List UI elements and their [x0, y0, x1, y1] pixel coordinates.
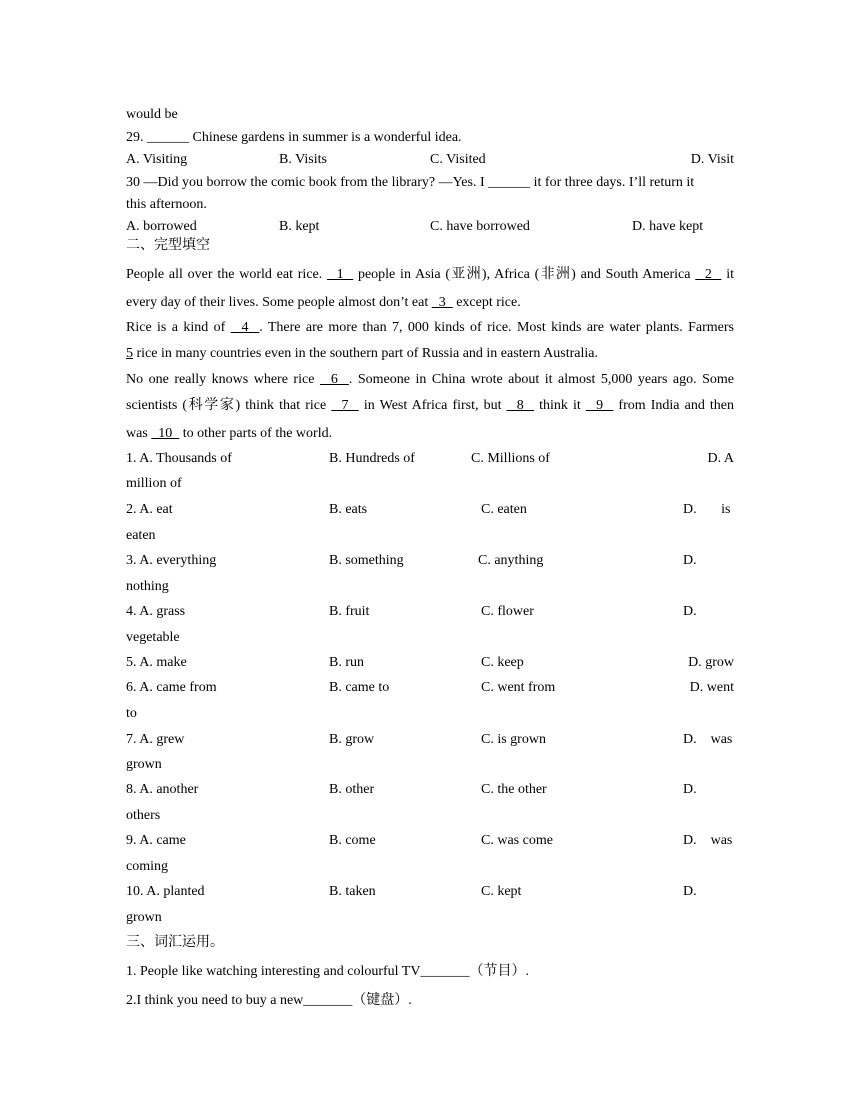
- option-a: 5. A. make: [126, 655, 187, 670]
- blank-1: 1: [327, 267, 354, 282]
- option-c: C. is grown: [481, 732, 546, 747]
- section-heading-vocabulary: 三、词汇运用。: [126, 935, 224, 950]
- option-d-wrap: vegetable: [126, 630, 180, 645]
- option-c: C. flower: [481, 604, 534, 619]
- blank-9: 9: [585, 398, 614, 413]
- option-b: B. taken: [329, 884, 376, 899]
- q30-option-a: A. borrowed: [126, 219, 197, 234]
- q29-option-a: A. Visiting: [126, 152, 188, 167]
- option-c: C. kept: [481, 884, 522, 899]
- blank-10: 10: [151, 426, 180, 441]
- option-a: 6. A. came from: [126, 680, 217, 695]
- option-b: B. grow: [329, 732, 375, 747]
- passage-line-2: every day of their lives. Some people almost don’t eat 3 except rice.: [126, 295, 521, 310]
- option-c: C. eaten: [481, 502, 527, 517]
- option-d: D. A: [707, 451, 734, 466]
- option-d: D. was: [683, 732, 733, 747]
- option-d-wrap: to: [126, 706, 137, 721]
- option-b: B. other: [329, 782, 375, 797]
- vocab-question-1: 1. People like watching interesting and colourful TV_______（节目）.: [126, 964, 529, 979]
- passage-line-3: Rice is a kind of 4 . There are more than 7, 000 kinds of rice. Most kinds are water plants. Farmers: [126, 320, 734, 335]
- option-b: B. fruit: [329, 604, 370, 619]
- option-d-wrap: eaten: [126, 528, 156, 543]
- passage-line-4: 5 rice in many countries even in the southern part of Russia and in eastern Australia.: [126, 346, 598, 361]
- option-b: B. something: [329, 553, 404, 568]
- option-d: D. grow: [688, 655, 734, 670]
- vocab-question-2: 2.I think you need to buy a new_______（键盘）.: [126, 993, 412, 1008]
- option-d-wrap: coming: [126, 859, 168, 874]
- option-b: B. Hundreds of: [329, 451, 415, 466]
- q30-option-c: C. have borrowed: [430, 219, 530, 234]
- q29-option-b: B. Visits: [279, 152, 327, 167]
- blank-4: 4: [230, 320, 260, 335]
- blank-7: 7: [331, 398, 359, 413]
- option-d-wrap: grown: [126, 757, 162, 772]
- blank-6: 6: [319, 372, 349, 387]
- passage-line-7: was 10 to other parts of the world.: [126, 426, 333, 441]
- option-d: D.: [683, 884, 697, 899]
- blank-8: 8: [506, 398, 535, 413]
- q30-option-d: D. have kept: [632, 219, 704, 234]
- option-a: 2. A. eat: [126, 502, 173, 517]
- option-d: D. was: [683, 833, 733, 848]
- blank-3: 3: [431, 295, 453, 310]
- option-c: C. went from: [481, 680, 556, 695]
- passage-line-5: No one really knows where rice 6 . Someone in China wrote about it almost 5,000 years ago. Some: [126, 372, 734, 387]
- option-b: B. eats: [329, 502, 368, 517]
- option-c: C. the other: [481, 782, 547, 797]
- option-a: 4. A. grass: [126, 604, 186, 619]
- q29-option-c: C. Visited: [430, 152, 486, 167]
- option-c: C. anything: [478, 553, 544, 568]
- q29-option-d: D. Visit: [690, 152, 734, 167]
- option-d-wrap: grown: [126, 910, 162, 925]
- question-29-stem: 29. ______ Chinese gardens in summer is a wonderful idea.: [126, 130, 462, 145]
- option-a: 9. A. came: [126, 833, 186, 848]
- option-a: 10. A. planted: [126, 884, 205, 899]
- option-b: B. run: [329, 655, 364, 670]
- question-28-tail: would be: [126, 107, 178, 122]
- option-d-wrap: others: [126, 808, 161, 823]
- option-a: 3. A. everything: [126, 553, 217, 568]
- blank-2: 2: [695, 267, 722, 282]
- option-a: 1. A. Thousands of: [126, 451, 232, 466]
- option-d: D.: [683, 782, 697, 797]
- passage-line-6: scientists (科学家) think that rice 7 in West Africa first, but 8 think it 9 from India and then: [126, 398, 735, 413]
- passage-line-1: People all over the world eat rice. 1 people in Asia (亚洲), Africa (非洲) and South America 2 it: [126, 267, 734, 282]
- option-d: D.: [683, 553, 697, 568]
- option-c: C. keep: [481, 655, 524, 670]
- option-a: 7. A. grew: [126, 732, 185, 747]
- option-a: 8. A. another: [126, 782, 199, 797]
- option-d: D. is: [683, 502, 731, 517]
- option-d: D. went: [689, 680, 734, 695]
- option-b: B. came to: [329, 680, 390, 695]
- question-30-stem: 30 —Did you borrow the comic book from the library? —Yes. I ______ it for three days. I’ll return it: [126, 175, 695, 190]
- option-d: D.: [683, 604, 697, 619]
- option-c: C. was come: [481, 833, 553, 848]
- section-heading-cloze: 二、完型填空: [126, 238, 210, 253]
- option-b: B. come: [329, 833, 376, 848]
- question-30-stem-cont: this afternoon.: [126, 197, 207, 212]
- option-d-wrap: million of: [126, 476, 182, 491]
- q30-option-b: B. kept: [279, 219, 320, 234]
- option-d-wrap: nothing: [126, 579, 169, 594]
- blank-5: 5: [126, 346, 133, 361]
- option-c: C. Millions of: [471, 451, 550, 466]
